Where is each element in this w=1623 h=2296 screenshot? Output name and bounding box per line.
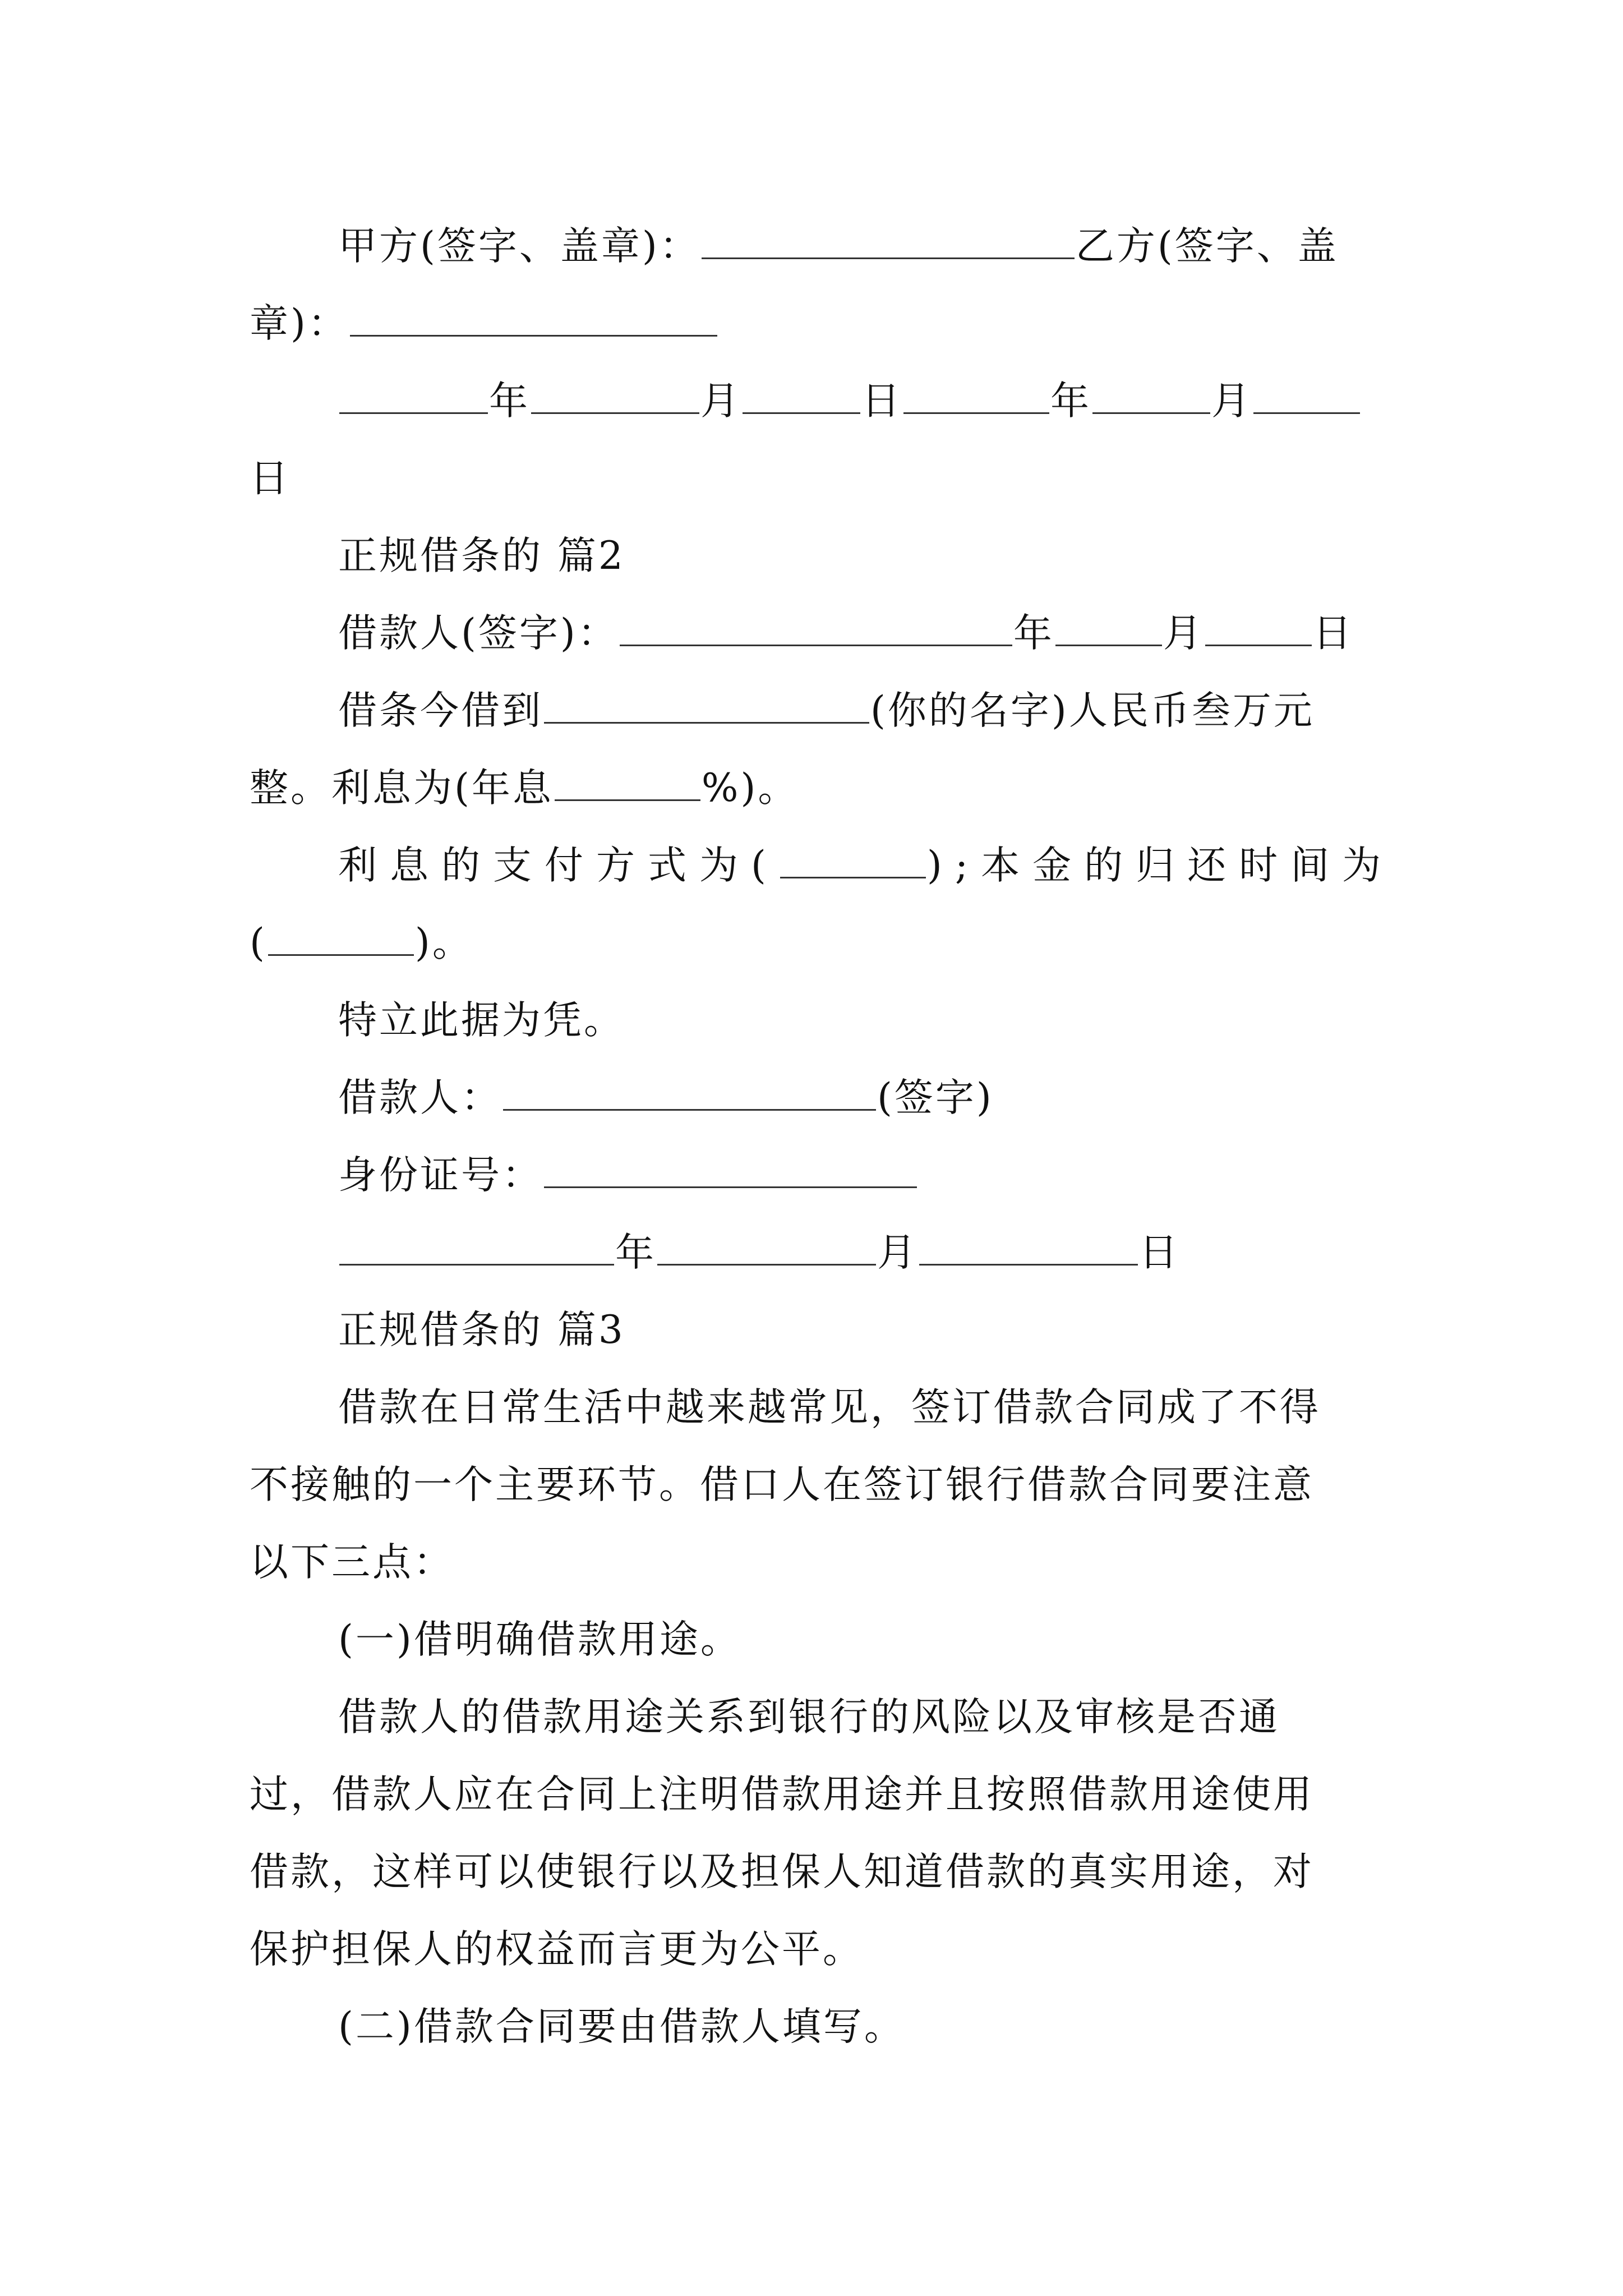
day-label: 日 xyxy=(861,379,902,424)
paragraph-text: 过，借款人应在合同上注明借款用途并且按照借款用途使用 xyxy=(250,1772,1314,1817)
section-heading-2 xyxy=(250,517,1385,595)
list-item-text: (二)借款合同要由借款人填写。 xyxy=(338,2004,905,2049)
party-b-label-cont: 章)： xyxy=(250,301,349,346)
party-b-label: 乙方(签字、盖 xyxy=(1075,224,1339,269)
borrower-sign-label: 借款人(签字)： xyxy=(338,611,619,656)
heading-3-text: 正规借条的 篇3 xyxy=(338,1308,625,1352)
id-number-label: 身份证号： xyxy=(338,1153,543,1198)
paragraph-text: 借款人的借款用途关系到银行的风险以及审核是否通 xyxy=(338,1695,1280,1740)
day-blank-c[interactable] xyxy=(1205,616,1312,646)
paragraph-text: 保护担保人的权益而言更为公平。 xyxy=(250,1927,864,1972)
month-label: 月 xyxy=(700,379,741,424)
day-label: 日 xyxy=(1312,611,1354,656)
paragraph-text: 以下三点： xyxy=(250,1540,454,1585)
year-label: 年 xyxy=(1013,611,1054,656)
month-label: 月 xyxy=(877,1230,918,1275)
day-label: 日 xyxy=(1139,1230,1180,1275)
proof-line xyxy=(250,982,1385,1059)
list-item-text: (一)借明确借款用途。 xyxy=(338,1617,741,1662)
borrower-line xyxy=(250,1059,1385,1137)
interest-rate-label: 整。利息为(年息 xyxy=(250,766,554,811)
year-label: 年 xyxy=(489,379,530,424)
month-blank-a[interactable] xyxy=(531,384,699,414)
id-number-line xyxy=(250,1137,1385,1214)
year-blank-b[interactable] xyxy=(903,384,1049,414)
payment-method-label: 利息的支付方式为( xyxy=(338,843,779,888)
borrower-blank[interactable] xyxy=(503,1081,876,1111)
borrower-sign-blank[interactable] xyxy=(620,616,1012,646)
paragraph-line xyxy=(250,1524,1385,1601)
paragraph-text: 借款，这样可以使银行以及担保人知道借款的真实用途，对 xyxy=(250,1849,1314,1894)
lender-name-blank[interactable] xyxy=(544,694,869,724)
paragraph-text: 借款在日常生活中越来越常见，签订借款合同成了不得 xyxy=(338,1385,1321,1430)
payment-method-blank[interactable] xyxy=(780,849,926,878)
dates-line-cont xyxy=(250,440,1385,517)
iou-line xyxy=(250,672,1385,749)
month-label: 月 xyxy=(1163,611,1204,656)
heading-2-text: 正规借条的 篇2 xyxy=(338,533,625,578)
party-a-label: 甲方(签字、盖章)： xyxy=(338,224,700,269)
repayment-time-blank[interactable] xyxy=(268,926,414,956)
iou-prefix: 借条今借到 xyxy=(338,688,543,733)
month-label: 月 xyxy=(1211,379,1252,424)
year-blank-d[interactable] xyxy=(339,1236,614,1266)
day-blank-a[interactable] xyxy=(743,384,860,414)
interest-payment-line-cont xyxy=(250,904,1385,982)
paragraph-line xyxy=(250,1911,1385,1988)
repayment-time-label: );本金的归还时间为 xyxy=(926,843,1394,888)
signature-line xyxy=(250,208,1385,285)
final-date-line xyxy=(250,1214,1385,1291)
borrower-sign-line xyxy=(250,595,1385,672)
iou-suffix: (你的名字)人民币叁万元 xyxy=(870,688,1315,733)
id-number-blank[interactable] xyxy=(544,1158,917,1188)
paragraph-line xyxy=(250,1678,1385,1756)
month-blank-c[interactable] xyxy=(1055,616,1162,646)
party-a-blank[interactable] xyxy=(702,229,1075,259)
year-label: 年 xyxy=(1050,379,1091,424)
signature-line-cont xyxy=(250,285,1385,362)
paragraph-line xyxy=(250,1446,1385,1524)
list-item-1 xyxy=(250,1601,1385,1678)
dates-line xyxy=(250,362,1385,440)
paren-open: ( xyxy=(250,921,267,965)
proof-text: 特立此据为凭。 xyxy=(338,998,625,1043)
interest-rate-blank[interactable] xyxy=(555,771,700,801)
section-heading-3 xyxy=(250,1291,1385,1369)
interest-payment-line xyxy=(250,827,1394,904)
list-item-2 xyxy=(250,1988,1385,2065)
day-blank-b[interactable] xyxy=(1253,384,1360,414)
day-label: 日 xyxy=(250,456,291,501)
interest-rate-suffix: %)。 xyxy=(701,766,799,811)
iou-line-cont xyxy=(250,749,1385,827)
signature-word: (签字) xyxy=(877,1075,994,1120)
year-blank-a[interactable] xyxy=(339,384,488,414)
day-blank-d[interactable] xyxy=(919,1236,1138,1266)
year-label: 年 xyxy=(615,1230,656,1275)
paragraph-line xyxy=(250,1756,1385,1833)
document-body xyxy=(250,208,1394,2065)
paren-close: )。 xyxy=(414,921,473,965)
paragraph-line xyxy=(250,1369,1385,1446)
party-b-blank[interactable] xyxy=(350,307,717,337)
month-blank-b[interactable] xyxy=(1092,384,1210,414)
borrower-label: 借款人： xyxy=(338,1075,502,1120)
paragraph-line xyxy=(250,1833,1385,1911)
paragraph-text: 不接触的一个主要环节。借口人在签订银行借款合同要注意 xyxy=(250,1462,1314,1507)
month-blank-d[interactable] xyxy=(657,1236,876,1266)
